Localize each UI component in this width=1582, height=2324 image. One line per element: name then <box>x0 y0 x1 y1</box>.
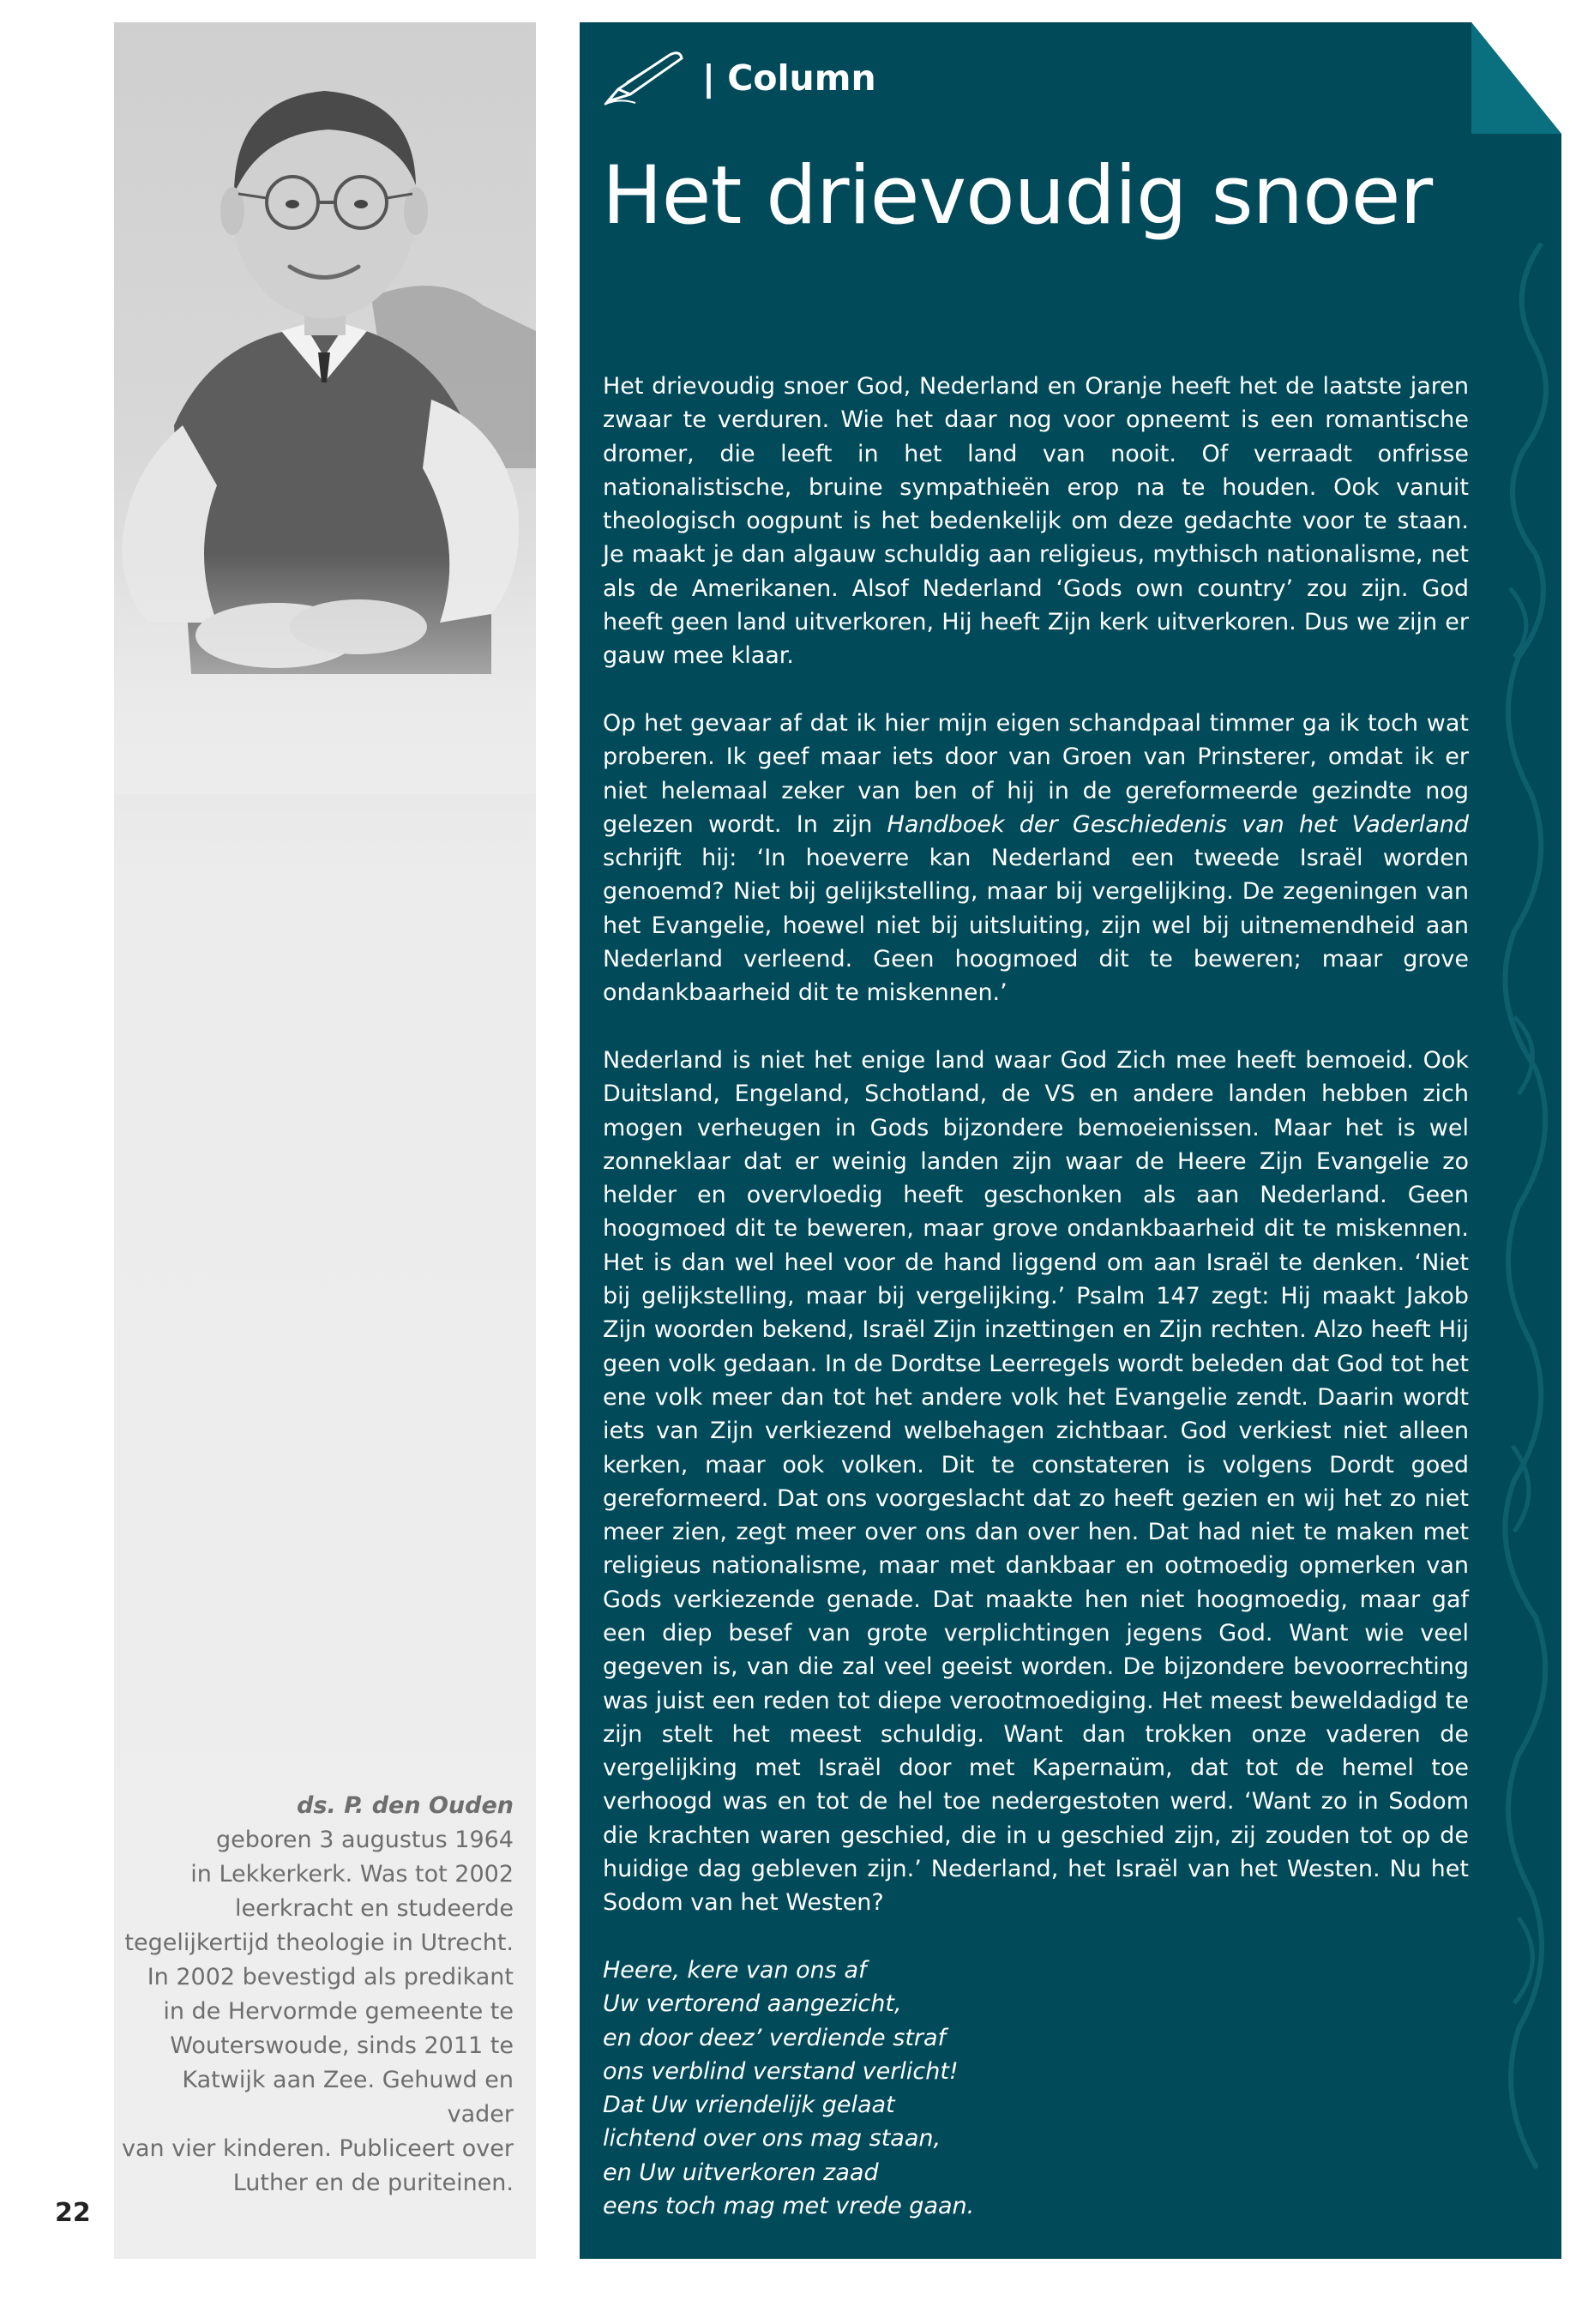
section-label: | Column <box>702 57 876 99</box>
article-panel <box>580 22 1561 2287</box>
author-bio <box>111 1789 514 2201</box>
page-number: 22 <box>55 2198 91 2228</box>
paragraph: Het drievoudig snoer God, Nederland en Oranje heeft het de laatste jaren zwaar te verduren. Wie het daar nog voor opneemt is een romantische dromer, die leeft in het land van nooit. Of verraadt onfrisse nationalistische, bruine sympathieën erop na te houden. Ook vanuit theologisch oogpunt is het bedenkelijk om deze gedachte voor te staan. Je maakt je dan algauw schuldig aan religieus, mythisch nationalisme, net als de Amerikanen. Alsof Nederland ‘Gods own country’ zou zijn. God heeft geen land uitverkoren, Hij heeft Zijn kerk uitverkoren. Dus we zijn er gauw mee klaar. <box>603 373 1469 670</box>
author-name: ds. P. den Ouden <box>297 1792 514 1819</box>
column-header <box>601 48 876 108</box>
poem-line: en Uw uitverkoren zaad <box>603 2158 879 2186</box>
poem-line: Heere, kere van ons af <box>603 1956 867 1984</box>
poem-line: Dat Uw vriendelijk gelaat <box>603 2092 895 2119</box>
paragraph-text: schrijft hij: ‘In hoeverre kan Nederland een tweede Israël worden genoemd? Niet bij gelijkstelling, maar bij vergelijking. De zegeningen van het Evangelie, hoewel niet bij uitsluiting, zijn wel bij uitnemendheid aan Nederland verleend. Geen hoogmoed dit te beweren; maar grove ondankbaarheid dit te miskennen.’ <box>603 845 1469 1007</box>
paragraph-text: Op het gevaar af dat ik hier mijn eigen schandpaal timmer ga ik toch wat proberen. Ik geef maar iets door van Groen van Prinsterer, omdat ik er niet helemaal zeker van ben of hij in de gereformeerde gezindte nog gelezen wordt. In zijn <box>603 709 1469 838</box>
bio-line: leerkracht en studeerde <box>234 1895 514 1922</box>
bio-line: van vier kinderen. Publiceert over <box>122 2135 514 2162</box>
paragraph: Nederland is niet het enige land waar God Zich mee heeft bemoeid. Ook Duitsland, Engeland, Schotland, de VS en andere landen hebben zich mogen verheugen in Gods bijzondere bemoeienissen. Maar het is wel zonneklaar dat er weinig landen zijn waar de Heere Zijn Evangelie zo helder en overvloedig heeft geschonken als aan Nederland. Geen hoogmoed dit te beweren, maar grove ondankbaarheid dit te miskennen. Het is dan wel heel voor de hand liggend om aan Israël te denken. ‘Niet bij gelijkstelling, maar bij vergelijking.’ Psalm 147 zegt: Hij maakt Jakob Zijn woorden bekend, Israël Zijn inzettingen en Zijn rechten. Alzo heeft Hij geen volk gedaan. In de Dordtse Leerregels wordt beleden dat God tot het ene volk meer dan tot het andere volk het Evangelie zendt. Daarin wordt iets van Zijn verkiezend welbehagen zichtbaar. God verkiest niet alleen kerken, maar ook volken. Dit te constateren is volgens Dordt goed gereformeerd. Dat ons voorgeslacht dat zo heeft gezien en wij het zo niet meer zien, zegt meer over ons dan over hen. Dat had niet te maken met religieus nationalisme, maar met dankbaar en ootmoedig opmerken van Gods verkiezende genade. Dat maakte hen niet hoogmoedig, maar gaf een diep besef van grote verplichtingen jegens God. Want wie veel gegeven is, van die zal veel geeist worden. De bijzondere bevoorrechting was juist een reden tot diepe verootmoediging. Het meest beweldadigd te zijn stelt het meest schuldig. Want dan trokken onze vaderen de vergelijking met Israël door met Kapernaüm, dat tot de hemel toe verhoogd was en tot de hel toe nedergestoten werd. ‘Want zo in Sodom die krachten waren geschied, die in u geschied zijn, zij zouden tot op de huidige dag gebleven zijn.’ Nederland, het Israël van het Westen. Nu het Sodom van het Westen? <box>603 1046 1469 1917</box>
bio-line: in de Hervormde gemeente te <box>163 1998 514 2025</box>
pen-icon <box>601 48 687 108</box>
page-corner-fold <box>1471 22 1561 134</box>
sidebar-column <box>114 22 536 2259</box>
book-title: Handboek der Geschiedenis van het Vaderland <box>887 810 1469 838</box>
article-body <box>603 370 1469 2324</box>
bio-line: Luther en de puriteinen. <box>232 2170 514 2196</box>
decorative-script-ornament <box>1489 245 1561 2218</box>
bio-line: Wouterswoude, sinds 2011 te <box>170 2032 514 2059</box>
paragraph <box>603 707 1469 1010</box>
poem-line: ons verblind verstand verlicht! <box>603 2057 959 2085</box>
bio-line: Katwijk aan Zee. Gehuwd en vader <box>182 2067 514 2128</box>
poem-line: Uw vertorend aangezicht, <box>603 1990 902 2018</box>
poem-line: en door deez’ verdiende straf <box>603 2024 947 2051</box>
bio-line: geboren 3 augustus 1964 <box>215 1827 514 1853</box>
poem-line: lichtend over ons mag staan, <box>603 2125 941 2152</box>
article-title: Het drievoudig snoer <box>602 149 1433 243</box>
poem <box>603 1954 1469 2223</box>
bio-line: In 2002 bevestigd als predikant <box>147 1964 514 1990</box>
poem-source: (Valerius) <box>603 2260 713 2287</box>
poem-line: eens toch mag met vrede gaan. <box>603 2193 975 2220</box>
bio-line: tegelijkertijd theologie in Utrecht. <box>124 1930 514 1956</box>
author-photo <box>114 22 536 794</box>
bio-line: in Lekkerkerk. Was tot 2002 <box>190 1861 514 1887</box>
